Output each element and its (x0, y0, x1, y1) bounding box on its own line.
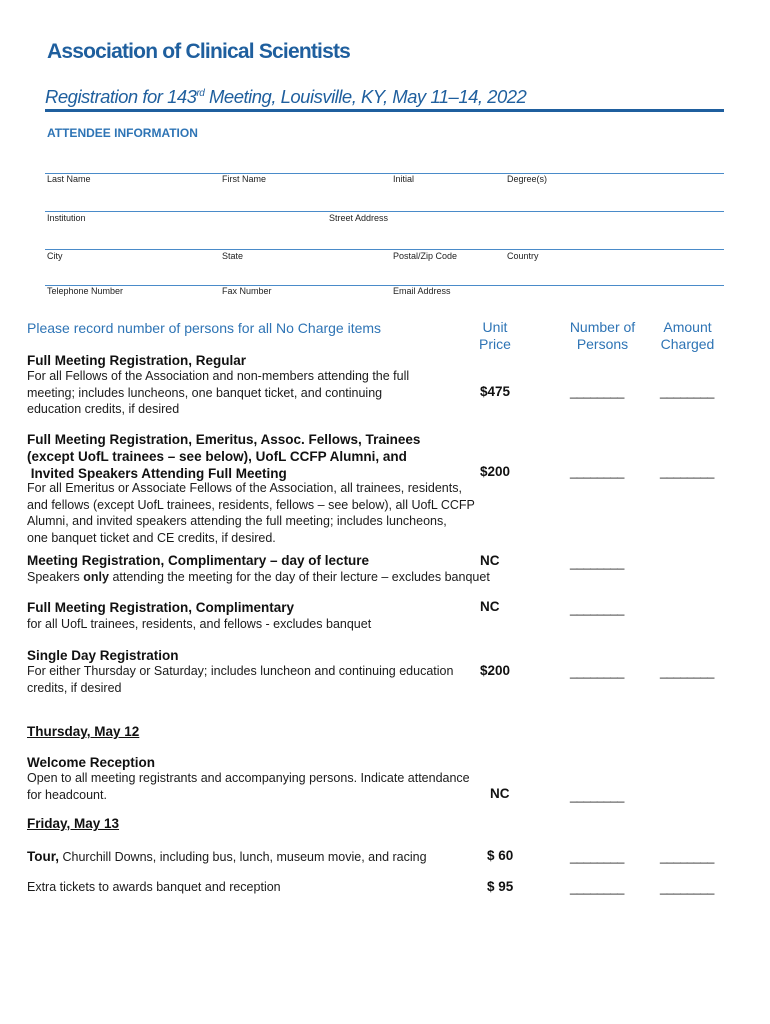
title-main: Registration for 143 (45, 86, 197, 107)
persons-input-full-regular[interactable]: ________ (570, 384, 624, 399)
item-title-emeritus: Full Meeting Registration, Emeritus, Assoc. Fellows, Trainees (except UofL trainees – see below), UofL CCFP Alumni, and Invited Speakers Attending Full Meeting (27, 432, 421, 481)
item-desc-welcome-reception: Open to all meeting registrants and accompanying persons. Indicate attendance for headcount. (27, 771, 470, 802)
item-tour: Tour, Churchill Downs, including bus, lunch, museum movie, and racing (27, 849, 427, 864)
day-heading-friday: Friday, May 13 (27, 816, 120, 831)
item-desc-extra-tickets: Extra tickets to awards banquet and reception (27, 880, 281, 894)
country-label: Country (507, 251, 539, 261)
degrees-label: Degree(s) (507, 174, 548, 184)
title-divider (45, 109, 724, 112)
postal-code-label: Postal/Zip Code (393, 251, 458, 261)
amount-input-extra-tickets[interactable]: ________ (660, 880, 714, 895)
amount-charged-header: Amount Charged (660, 319, 715, 352)
telephone-label: Telephone Number (47, 286, 124, 296)
item-desc-full-regular: For all Fellows of the Association and non-members attending the full meeting; includes luncheons, one banquet ticket, and continuing education credits, if desired (27, 369, 410, 416)
item-desc-comp-full: for all UofL trainees, residents, and fellows - excludes banquet (27, 617, 372, 631)
day-heading-thursday: Thursday, May 12 (27, 724, 140, 739)
persons-input-tour[interactable]: ________ (570, 849, 624, 864)
initial-label: Initial (393, 174, 415, 184)
item-title-comp-full: Full Meeting Registration, Complimentary (27, 600, 295, 615)
fax-label: Fax Number (222, 286, 272, 296)
state-label: State (222, 251, 244, 261)
item-desc-comp-day: Speakers only attending the meeting for the day of their lecture – excludes banquet (27, 570, 490, 584)
form-line-3[interactable] (45, 249, 724, 250)
price-full-regular: $475 (480, 384, 511, 399)
amount-input-full-regular[interactable]: ________ (660, 384, 714, 399)
price-comp-day: NC (480, 553, 500, 568)
persons-input-comp-full[interactable]: ________ (570, 601, 624, 616)
price-tour: $ 60 (487, 848, 514, 863)
persons-input-extra-tickets[interactable]: ________ (570, 880, 624, 895)
amount-input-tour[interactable]: ________ (660, 849, 714, 864)
unit-price-header: Unit Price (479, 319, 511, 352)
price-welcome-reception: NC (490, 786, 510, 801)
institution-label: Institution (47, 213, 86, 223)
email-label: Email Address (393, 286, 451, 296)
amount-input-single-day[interactable]: ________ (660, 664, 714, 679)
first-name-label: First Name (222, 174, 267, 184)
price-extra-tickets: $ 95 (487, 879, 514, 894)
organization-name: Association of Clinical Scientists (47, 40, 351, 63)
item-title-comp-day: Meeting Registration, Complimentary – day of lecture (27, 553, 370, 568)
title-superscript: rd (196, 87, 205, 99)
persons-input-welcome-reception[interactable]: ________ (570, 788, 624, 803)
last-name-label: Last Name (47, 174, 91, 184)
record-instruction: Please record number of persons for all No Charge items (27, 320, 382, 336)
street-address-label: Street Address (329, 213, 389, 223)
item-desc-emeritus: For all Emeritus or Associate Fellows of the Association, all trainees, residents, and fellows (except UofL trainees, residents, fellows – see below), all UofL CCFP Alumni, and invited speakers attending the full meeting; includes luncheons, one banquet ticket and CE credits, if desired. (27, 481, 475, 545)
amount-input-emeritus[interactable]: ________ (660, 464, 714, 479)
item-desc-single-day: For either Thursday or Saturday; includes luncheon and continuing education credits, if desired (27, 664, 454, 695)
persons-input-emeritus[interactable]: ________ (570, 464, 624, 479)
page-title (45, 86, 526, 108)
title-rest: Meeting, Louisville, KY, May 11–14, 2022 (204, 86, 527, 107)
form-line-1[interactable] (45, 173, 724, 174)
item-title-single-day: Single Day Registration (27, 648, 179, 663)
price-emeritus: $200 (480, 464, 511, 479)
form-line-4[interactable] (45, 285, 724, 286)
form-line-2[interactable] (45, 211, 724, 212)
city-label: City (47, 251, 63, 261)
attendee-section-title: ATTENDEE INFORMATION (47, 126, 198, 140)
persons-input-single-day[interactable]: ________ (570, 664, 624, 679)
number-of-persons-header: Number of Persons (569, 319, 636, 352)
item-title-full-regular: Full Meeting Registration, Regular (27, 353, 247, 368)
item-title-welcome-reception: Welcome Reception (27, 755, 156, 770)
price-comp-full: NC (480, 599, 500, 614)
persons-input-comp-day[interactable]: ________ (570, 555, 624, 570)
price-single-day: $200 (480, 663, 511, 678)
